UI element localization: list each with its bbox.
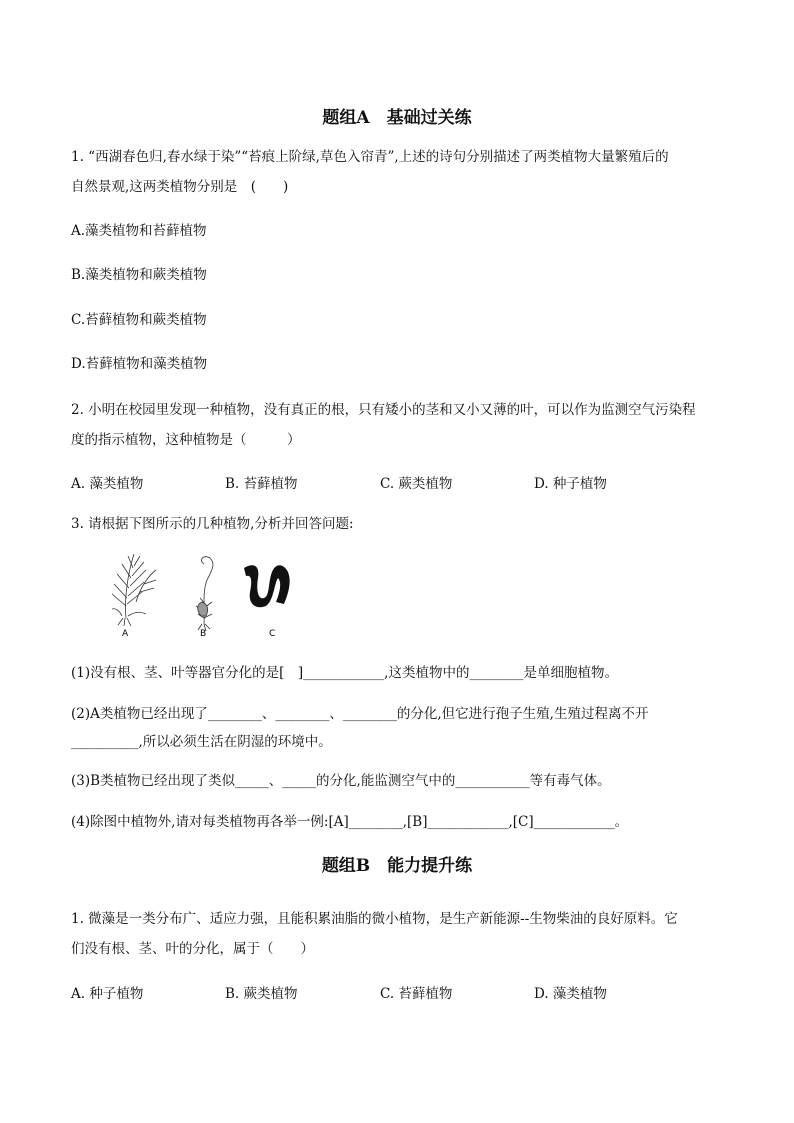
a-q2-option-a: A. 藻类植物 xyxy=(71,476,144,492)
a-q3-sub2-line2: __________,所以必须生活在阴湿的环境中。 xyxy=(71,734,332,750)
figure-label-a: A xyxy=(122,629,129,638)
b-q1-options xyxy=(71,982,731,1002)
b-q1-option-c: C. 苔藓植物 xyxy=(380,986,453,1002)
a-q1-line2: 自然景观,这两类植物分别是 ( ) xyxy=(71,179,289,195)
a-q3-stem: 3. 请根据下图所示的几种植物,分析并回答问题: xyxy=(71,516,354,532)
section-b-title: 题组B 能力提升练 xyxy=(321,856,473,876)
a-q2-options xyxy=(71,472,731,492)
moss-illustration xyxy=(196,557,213,631)
a-q2-line1: 2. 小明在校园里发现一种植物，没有真正的根，只有矮小的茎和又小又薄的叶，可以作为监测空气污染程 xyxy=(71,402,696,418)
algae-illustration xyxy=(244,565,290,607)
b-q1-line2: 们没有根、茎、叶的分化，属于（ ） xyxy=(71,941,314,957)
fern-illustration xyxy=(112,554,156,626)
figure-label-c: C xyxy=(269,629,276,638)
plant-figure-svg xyxy=(104,548,314,638)
a-q1-option-b: B.藻类植物和蕨类植物 xyxy=(71,267,207,283)
b-q1-line1: 1. 微藻是一类分布广、适应力强，且能积累油脂的微小植物，是生产新能源--生物柴油的良好原料。它 xyxy=(71,911,678,927)
a-q3-sub2-line1: (2)A类植物已经出现了________、________、________的分化,但它进行孢子生殖,生殖过程离不开 xyxy=(71,706,649,722)
section-a-title: 题组A 基础过关练 xyxy=(322,108,472,128)
a-q1-line1: 1. “西湖春色归,春水绿于染”“苔痕上阶绿,草色入帘青”,上述的诗句分别描述了两类植物大量繁殖后的 xyxy=(71,149,669,165)
a-q2-option-d: D. 种子植物 xyxy=(534,476,607,492)
a-q3-sub3: (3)B类植物已经出现了类似_____、_____的分化,能监测空气中的___________等有毒气体。 xyxy=(71,773,611,789)
figure-label-b: B xyxy=(200,629,207,638)
b-q1-option-b: B. 蕨类植物 xyxy=(225,986,298,1002)
a-q2-line2: 度的指示植物，这种植物是（ ） xyxy=(71,432,301,448)
a-q1-option-a: A.藻类植物和苔藓植物 xyxy=(71,223,207,239)
a-q1-option-c: C.苔藓植物和蕨类植物 xyxy=(71,312,207,328)
a-q1-option-d: D.苔藓植物和藻类植物 xyxy=(71,356,208,372)
b-q1-option-a: A. 种子植物 xyxy=(71,986,144,1002)
a-q3-sub1: (1)没有根、茎、叶等器官分化的是[ ]____________,这类植物中的________是单细胞植物。 xyxy=(71,665,618,681)
b-q1-option-d: D. 藻类植物 xyxy=(534,986,607,1002)
a-q2-option-c: C. 蕨类植物 xyxy=(380,476,453,492)
a-q3-sub4: (4)除图中植物外,请对每类植物再各举一例:[A]________,[B]____________,[C]____________。 xyxy=(71,814,629,830)
plant-figure xyxy=(104,548,314,638)
a-q2-option-b: B. 苔藓植物 xyxy=(225,476,298,492)
